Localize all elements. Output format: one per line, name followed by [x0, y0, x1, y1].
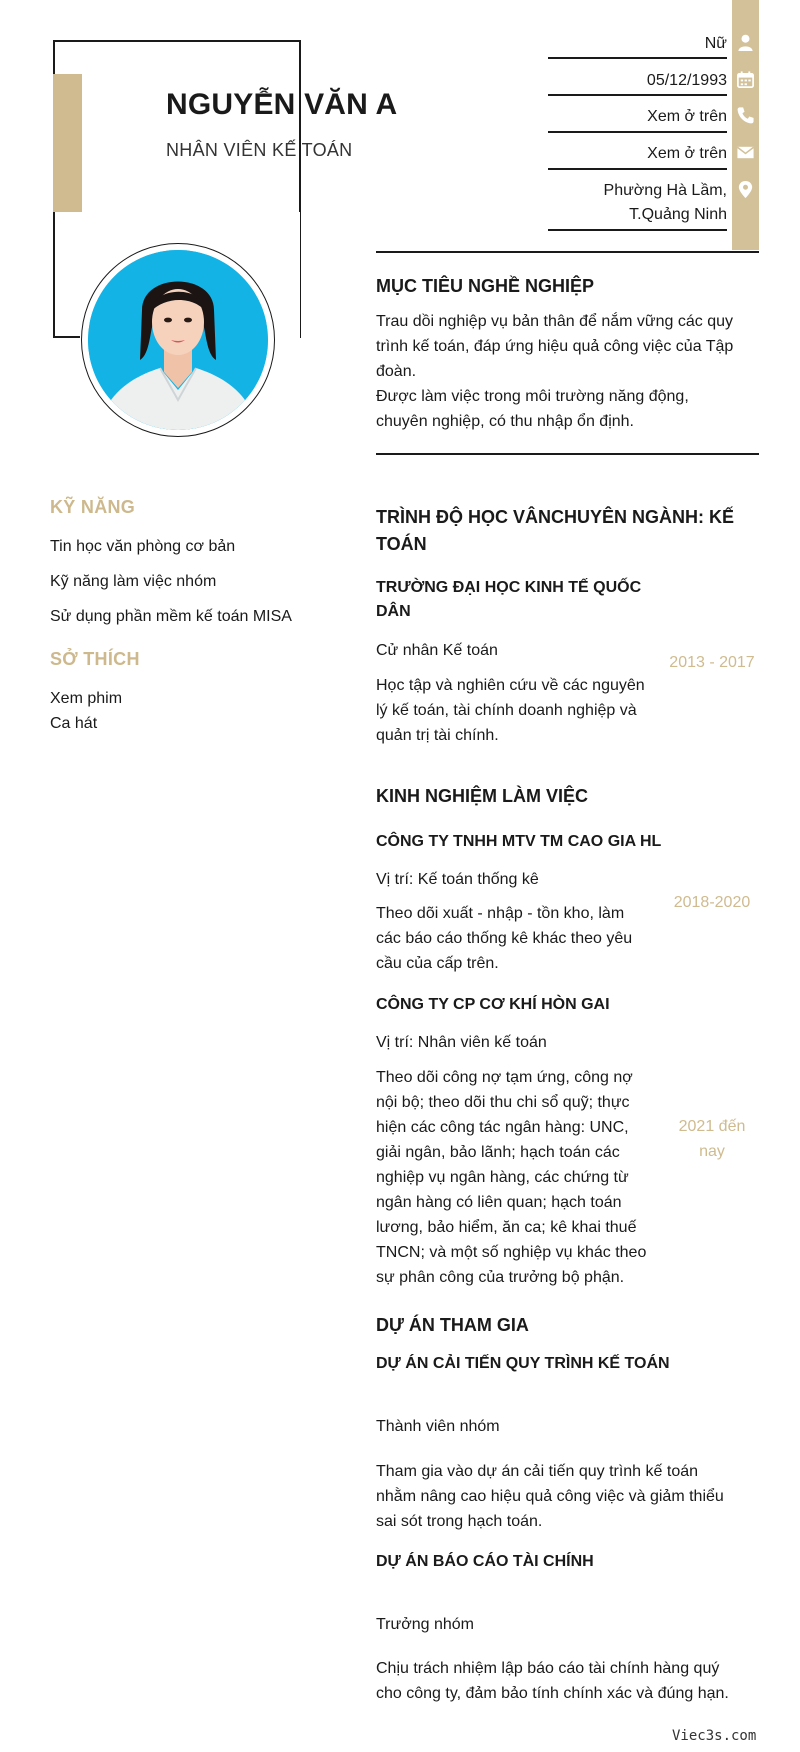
- education-years: 2013 - 2017: [669, 654, 755, 671]
- project-desc-line: Chịu trách nhiệm lập báo cáo tài chính hàng quý: [376, 1660, 720, 1677]
- job-years: 2018-2020: [673, 894, 751, 911]
- contact-address-line2: T.Quảng Ninh: [629, 206, 727, 223]
- contact-email-value: Xem ở trên: [647, 145, 727, 162]
- contact-gender-value: Nữ: [704, 35, 727, 52]
- job-desc-line: cầu của cấp trên.: [376, 955, 499, 972]
- education-heading: [376, 504, 766, 558]
- divider-line: [376, 453, 759, 455]
- project-desc-line: sai sót trong hạch toán.: [376, 1513, 543, 1530]
- project-role: Trưởng nhóm: [376, 1616, 474, 1633]
- job-desc-line: nội bộ; theo dõi thu chi sổ quỹ; thực: [376, 1094, 630, 1111]
- education-desc-line: Học tập và nghiên cứu về các nguyên: [376, 677, 645, 694]
- calendar-icon: [736, 70, 755, 89]
- job-company: CÔNG TY CP CƠ KHÍ HÒN GAI: [376, 996, 610, 1013]
- project-role: Thành viên nhóm: [376, 1418, 500, 1435]
- experience-heading: KINH NGHIỆM LÀM VIỆC: [376, 786, 589, 806]
- objective-line: trình kế toán, đáp ứng hiệu quả công việc của Tập: [376, 338, 734, 355]
- contact-email: [548, 142, 727, 170]
- project-desc-line: Tham gia vào dự án cải tiến quy trình kế toán: [376, 1463, 699, 1480]
- job-years-line: nay: [699, 1143, 725, 1160]
- project-desc-line: cho công ty, đảm bảo tính chính xác và đúng hạn.: [376, 1685, 729, 1702]
- objective-line: đoàn.: [376, 363, 417, 380]
- project-name: DỰ ÁN BÁO CÁO TÀI CHÍNH: [376, 1553, 594, 1570]
- gold-accent-bar: [53, 74, 82, 212]
- job-desc-line: Theo dõi xuất - nhập - tồn kho, làm: [376, 905, 625, 922]
- contact-phone: [548, 105, 727, 133]
- job-desc-line: ngân hàng có liên quan; hạch toán: [376, 1194, 622, 1211]
- objective-line: Trau dồi nghiệp vụ bản thân để nắm vững các quy: [376, 313, 734, 330]
- education-school-line: TRƯỜNG ĐẠI HỌC KINH TẾ QUỐC: [376, 579, 642, 596]
- skills-heading: KỸ NĂNG: [50, 497, 136, 517]
- project-desc-line: nhằm nâng cao hiệu quả công việc và giảm thiểu: [376, 1488, 724, 1505]
- contact-birthdate-value: 05/12/1993: [646, 72, 727, 89]
- job-desc-line: các báo cáo thống kê khác theo yêu: [376, 930, 633, 947]
- contact-address-line1: Phường Hà Lầm,: [603, 182, 727, 199]
- job-desc-line: nghiệp vụ ngân hàng, các chứng từ: [376, 1169, 629, 1186]
- job-desc-line: giải ngân, bảo lãnh; hạch toán các: [376, 1144, 620, 1161]
- hobby-item: Xem phim: [50, 690, 123, 707]
- project-description: [376, 1459, 766, 1534]
- location-icon: [736, 180, 755, 199]
- education-heading-line: TRÌNH ĐỘ HỌC VÂNCHUYÊN NGÀNH: KẾ: [376, 507, 735, 527]
- candidate-title: NHÂN VIÊN KẾ TOÁN: [166, 140, 353, 160]
- phone-icon: [736, 106, 755, 125]
- job-desc-line: TNCN; và một số nghiệp vụ khác theo: [376, 1244, 647, 1261]
- hobbies-heading: SỞ THÍCH: [50, 649, 140, 669]
- mail-icon: [736, 143, 755, 162]
- job-description: [376, 901, 676, 976]
- contact-gender: [548, 32, 727, 59]
- education-heading-line: TOÁN: [376, 534, 427, 554]
- job-desc-line: Theo dõi công nợ tạm ứng, công nợ: [376, 1069, 633, 1086]
- education-school-line: DÂN: [376, 603, 411, 620]
- job-company: CÔNG TY TNHH MTV TM CAO GIA HL: [376, 833, 662, 850]
- job-description: [376, 1065, 676, 1290]
- watermark: Viec3s.com: [672, 1728, 757, 1744]
- projects-heading: DỰ ÁN THAM GIA: [376, 1315, 529, 1335]
- job-years-line: 2021 đến: [678, 1118, 746, 1135]
- job-desc-line: sự phân công của trưởng bộ phận.: [376, 1269, 625, 1286]
- objective-text: [376, 309, 766, 434]
- job-desc-line: hiện các công tác ngân hàng: UNC,: [376, 1119, 629, 1136]
- education-desc-line: lý kế toán, tài chính doanh nghiệp và: [376, 702, 637, 719]
- job-position: Vị trí: Kế toán thống kê: [376, 871, 539, 888]
- contact-address: [548, 179, 727, 231]
- skill-item: Kỹ năng làm việc nhóm: [50, 573, 217, 590]
- education-desc-line: quản trị tài chính.: [376, 727, 499, 744]
- education-degree: Cử nhân Kế toán: [376, 642, 498, 659]
- job-years: [662, 1114, 762, 1164]
- divider-line: [376, 251, 759, 253]
- project-description: [376, 1656, 776, 1706]
- profile-photo: [88, 250, 268, 430]
- objective-line: Được làm việc trong môi trường năng động,: [376, 388, 689, 405]
- education-description: [376, 673, 676, 748]
- hobby-item: Ca hát: [50, 715, 98, 732]
- objective-line: chuyên nghiệp, có thu nhập ổn định.: [376, 413, 634, 430]
- project-name: DỰ ÁN CẢI TIẾN QUY TRÌNH KẾ TOÁN: [376, 1355, 670, 1372]
- skill-item: Tin học văn phòng cơ bản: [50, 538, 236, 555]
- user-icon: [736, 33, 755, 52]
- skill-item: Sử dụng phần mềm kế toán MISA: [50, 608, 292, 625]
- candidate-name: NGUYỄN VĂN A: [166, 88, 398, 121]
- objective-heading: MỤC TIÊU NGHỀ NGHIỆP: [376, 276, 595, 296]
- education-school: [376, 576, 676, 624]
- job-desc-line: lương, bảo hiểm, ăn ca; kê khai thuế: [376, 1219, 637, 1236]
- job-position: Vị trí: Nhân viên kế toán: [376, 1034, 547, 1051]
- contact-birthdate: [548, 69, 727, 96]
- contact-phone-value: Xem ở trên: [647, 108, 727, 125]
